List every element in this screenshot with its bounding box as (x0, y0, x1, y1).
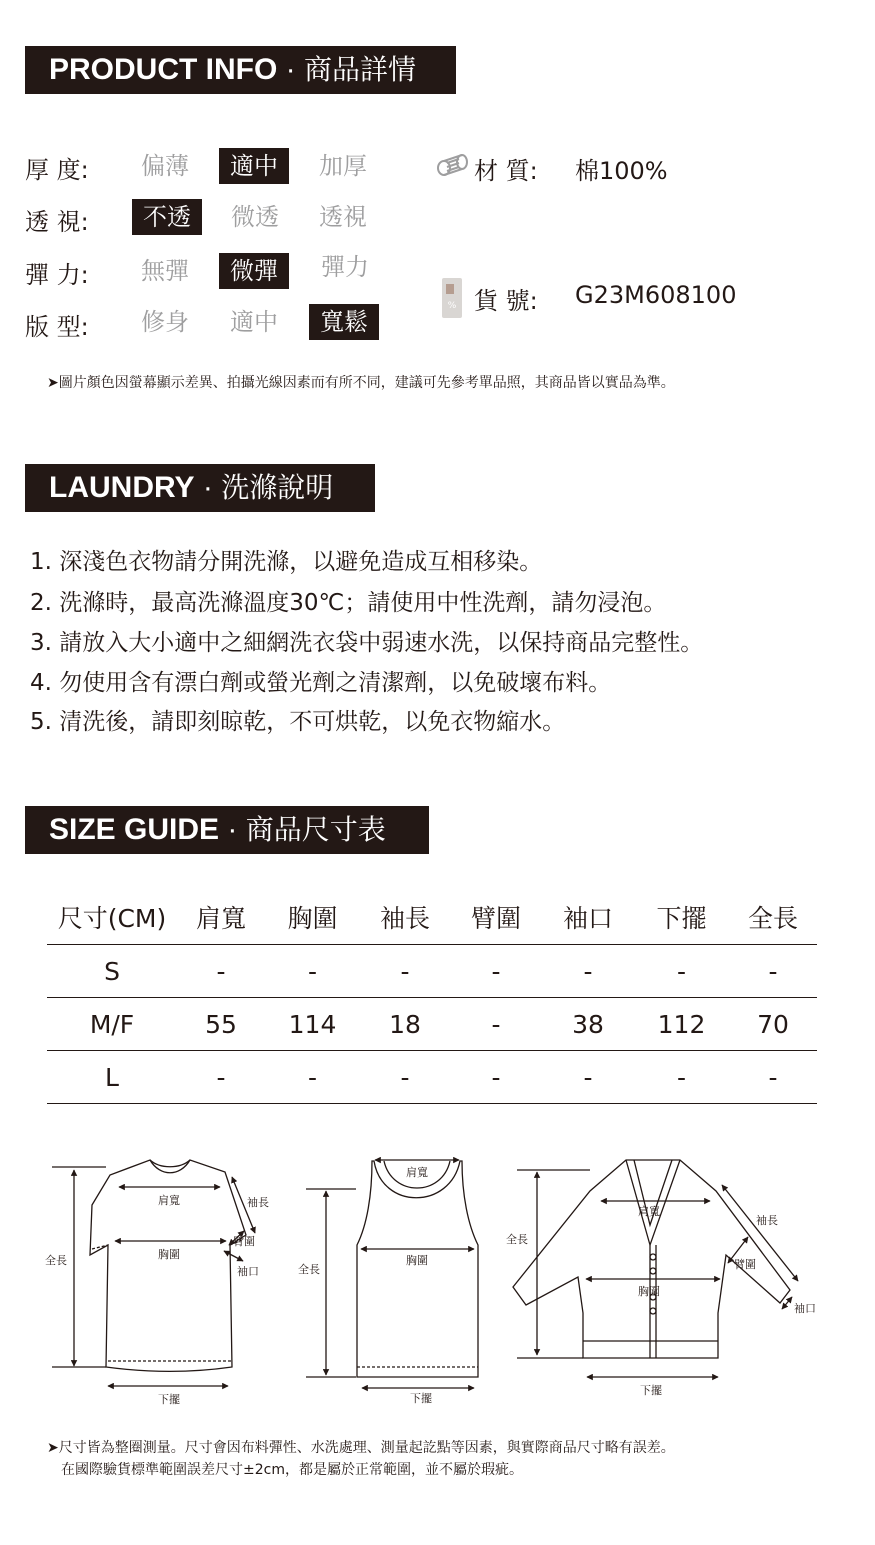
tank-label-shoulder: 肩寬 (406, 1166, 428, 1179)
table-cell: - (450, 1051, 542, 1104)
item-no-label: 貨 號: (474, 287, 538, 315)
table-cell: - (177, 1051, 265, 1104)
attr-option-selected: 寬鬆 (309, 304, 379, 340)
tee-label-chest: 胸圍 (158, 1248, 180, 1261)
column-header: 尺寸(CM) (47, 890, 177, 945)
attr-option: 修身 (141, 308, 189, 336)
laundry-heading-zh: 洗滌說明 (221, 471, 334, 504)
table-cell: - (729, 1051, 817, 1104)
price-tag-icon (440, 276, 464, 320)
tee-label-upper-arm: 臂圍 (233, 1235, 255, 1248)
cardigan-label-shoulder: 肩寬 (638, 1205, 660, 1218)
table-cell: 70 (729, 998, 817, 1051)
attr-label-stretch: 彈 力: (25, 261, 89, 289)
column-header: 胸圍 (265, 890, 360, 945)
size-guide-banner: SIZE GUIDE · 商品尺寸表 (25, 806, 429, 854)
column-header: 袖長 (360, 890, 450, 945)
table-cell: - (177, 945, 265, 998)
laundry-heading-en: LAUNDRY (49, 471, 195, 504)
attr-option: 透視 (319, 203, 367, 231)
product-info-banner: PRODUCT INFO · 商品詳情 (25, 46, 456, 94)
table-cell: M/F (47, 998, 177, 1051)
tee-label-shoulder: 肩寬 (158, 1194, 180, 1207)
attr-option: 偏薄 (141, 152, 189, 180)
size-note-line-1: ➤尺寸皆為整圈測量。尺寸會因布料彈性、水洗處理、測量起訖點等因素，與實際商品尺寸略有誤差。 (47, 1440, 675, 1456)
table-cell: 38 (542, 998, 634, 1051)
tank-label-length: 全長 (298, 1263, 320, 1276)
table-cell: 112 (634, 998, 729, 1051)
table-cell: L (47, 1051, 177, 1104)
laundry-item: 2. 洗滌時，最高洗滌溫度30℃；請使用中性洗劑，請勿浸泡。 (30, 590, 667, 616)
table-cell: - (542, 945, 634, 998)
cardigan-label-sleeve-length: 袖長 (756, 1214, 778, 1227)
table-cell: - (265, 1051, 360, 1104)
tee-label-hem: 下擺 (158, 1393, 180, 1406)
product-info-heading-en: PRODUCT INFO (49, 53, 278, 86)
laundry-item: 1. 深淺色衣物請分開洗滌，以避免造成互相移染。 (30, 549, 543, 575)
size-guide-heading-en: SIZE GUIDE (49, 813, 220, 846)
attr-option: 彈力 (321, 253, 369, 281)
laundry-banner: LAUNDRY · 洗滌說明 (25, 464, 375, 512)
cardigan-label-upper-arm: 臂圍 (734, 1258, 756, 1271)
table-cell: 55 (177, 998, 265, 1051)
attr-option-selected: 適中 (219, 148, 289, 184)
material-value: 棉100% (575, 157, 668, 185)
attr-label-fit: 版 型: (25, 313, 89, 341)
attr-label-sheerness: 透 視: (25, 208, 89, 236)
tank-outline (357, 1161, 478, 1377)
cardigan-label-cuff: 袖口 (794, 1302, 816, 1315)
table-row (47, 945, 817, 998)
table-cell: - (634, 1051, 729, 1104)
tee-label-cuff: 袖口 (237, 1265, 259, 1278)
size-note-line-2: 在國際驗貨標準範圍誤差尺寸±2cm，都是屬於正常範圍，並不屬於瑕疵。 (61, 1462, 523, 1478)
tee-label-sleeve-length: 袖長 (247, 1196, 269, 1209)
table-cell: - (542, 1051, 634, 1104)
attr-option: 無彈 (141, 257, 189, 285)
size-guide-heading-zh: 商品尺寸表 (245, 813, 386, 846)
cardigan-label-length: 全長 (506, 1233, 528, 1246)
attr-option-selected: 不透 (132, 199, 202, 235)
laundry-item: 5. 清洗後，請即刻晾乾，不可烘乾，以免衣物縮水。 (30, 709, 566, 735)
table-cell: - (265, 945, 360, 998)
column-header: 袖口 (542, 890, 634, 945)
table-cell: - (360, 945, 450, 998)
table-cell: - (360, 1051, 450, 1104)
column-header: 肩寬 (177, 890, 265, 945)
table-header-row (47, 890, 817, 945)
attr-option-selected: 微彈 (219, 253, 289, 289)
tank-label-chest: 胸圍 (406, 1254, 428, 1267)
table-cell: - (450, 998, 542, 1051)
attr-option: 適中 (230, 308, 278, 336)
laundry-item: 4. 勿使用含有漂白劑或螢光劑之清潔劑，以免破壞布料。 (30, 670, 612, 696)
attr-option: 微透 (231, 203, 279, 231)
garment-outline-drawings (0, 1145, 875, 1410)
table-cell: - (729, 945, 817, 998)
table-row (47, 1051, 817, 1104)
material-label: 材 質: (474, 157, 538, 185)
color-disclaimer: ➤圖片顏色因螢幕顯示差異、拍攝光線因素而有所不同，建議可先參考單品照，其商品皆以實品為準。 (47, 375, 675, 391)
size-table (47, 890, 817, 1104)
product-info-heading-zh: 商品詳情 (304, 53, 417, 86)
cardigan-label-chest: 胸圍 (638, 1285, 660, 1298)
column-header: 下擺 (634, 890, 729, 945)
table-cell: - (450, 945, 542, 998)
cardigan-label-hem: 下擺 (640, 1384, 662, 1397)
tee-label-length: 全長 (45, 1254, 67, 1267)
svg-text:%: % (447, 301, 457, 311)
column-header: 臂圍 (450, 890, 542, 945)
table-row (47, 998, 817, 1051)
attr-option: 加厚 (319, 152, 367, 180)
tank-label-hem: 下擺 (410, 1392, 432, 1405)
item-no-value: G23M608100 (575, 281, 737, 309)
thread-spool-icon (436, 152, 472, 180)
table-cell: 114 (265, 998, 360, 1051)
table-cell: 18 (360, 998, 450, 1051)
table-cell: - (634, 945, 729, 998)
attr-label-thickness: 厚 度: (25, 156, 89, 184)
table-cell: S (47, 945, 177, 998)
laundry-item: 3. 請放入大小適中之細網洗衣袋中弱速水洗，以保持商品完整性。 (30, 630, 704, 656)
column-header: 全長 (729, 890, 817, 945)
